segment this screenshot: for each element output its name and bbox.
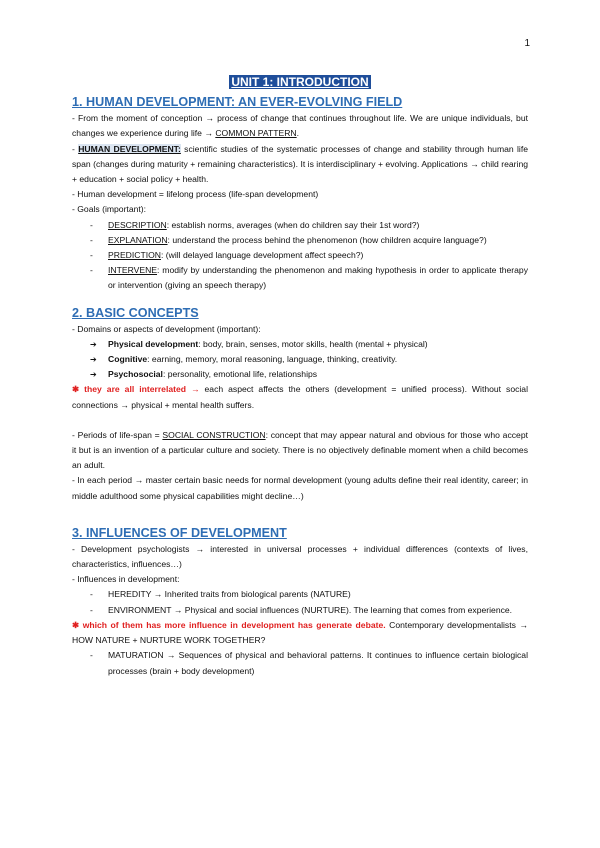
domains-list: [72, 337, 528, 383]
paragraph: - Human development = lifelong process (life-span development): [72, 189, 319, 200]
list-item: ➔ Cognitive: earning, memory, moral reasoning, language, thinking, creativity.: [72, 352, 528, 367]
paragraph: - Domains or aspects of development (important):: [72, 323, 261, 334]
list-item: - HEREDITY → Inherited traits from biological parents (NATURE): [72, 587, 528, 602]
list-item: ➔ Psychosocial: personality, emotional life, relationships: [72, 367, 528, 382]
list-item: - DESCRIPTION: establish norms, averages (when do children say their 1st word?): [72, 218, 528, 233]
list-item: - INTERVENE: modify by understanding the phenomenon and making hypothesis in order to applicate therapy or intervention (giving an speech therapy): [72, 263, 528, 293]
list-item: - MATURATION → Sequences of physical and behavioral patterns. It continues to influence certain biological processes (brain + body development): [72, 648, 528, 678]
document-body: [72, 74, 528, 679]
paragraph: - In each period → master certain basic needs for normal development (young adults define their real identity, career; in middle adulthood some physical capabilities might decline…): [72, 475, 528, 501]
section-heading: 1. HUMAN DEVELOPMENT: AN EVER-EVOLVING FIELD: [72, 95, 403, 110]
list-item: ➔ Physical development: body, brain, senses, motor skills, health (mental + physical): [72, 337, 528, 352]
red-note: ✱ they are all interrelated →: [72, 384, 200, 395]
section-heading: 2. BASIC CONCEPTS: [72, 305, 199, 320]
list-item: - ENVIRONMENT → Physical and social influences (NURTURE). The learning that comes from experience.: [72, 603, 528, 618]
list-item: - PREDICTION: (will delayed language development affect speech?): [72, 248, 528, 263]
list-item: - EXPLANATION: understand the process behind the phenomenon (how children acquire language?): [72, 233, 528, 248]
paragraph: - Periods of life-span = SOCIAL CONSTRUCTION: concept that may appear natural and obvious for those who accept it but is an invention of a particular culture and society. There is no objectively definable moment when a child becomes an adult.: [72, 429, 528, 471]
paragraph: - Influences in development:: [72, 574, 180, 585]
paragraph: - HUMAN DEVELOPMENT: scientific studies of the systematic processes of change and stability through human life span (changes during maturity + remaining characteristics). It is interdisciplinary + evolving. Applications → child rearing + education + social policy + health.: [72, 143, 528, 185]
highlighted-term: HUMAN DEVELOPMENT:: [78, 143, 181, 154]
note-paragraph: ✱ they are all interrelated → each aspect affects the others (development = unified process). Without social connections → physical + mental health suffers.: [72, 384, 528, 410]
paragraph: - From the moment of conception → process of change that continues throughout life. We are unique individuals, but changes we experience during life → COMMON PATTERN.: [72, 113, 528, 139]
paragraph: - Development psychologists → interested in universal processes + individual differences (contexts of lives, characteristics, influences…): [72, 543, 528, 570]
influences-list: [72, 587, 528, 617]
unit-title: UNIT 1: INTRODUCTION: [231, 75, 369, 89]
maturation-list: [72, 648, 528, 678]
paragraph: - Goals (important):: [72, 204, 147, 215]
red-note: ✱ which of them has more influence in development has generate debate.: [72, 619, 386, 630]
page-number: 1: [524, 38, 530, 49]
note-paragraph: ✱ which of them has more influence in development has generate debate. Contemporary developmentalists → HOW NATURE + NURTURE WORK TOGETHER?: [72, 619, 528, 646]
goals-list: [72, 218, 528, 294]
section-heading: 3. INFLUENCES OF DEVELOPMENT: [72, 525, 287, 540]
